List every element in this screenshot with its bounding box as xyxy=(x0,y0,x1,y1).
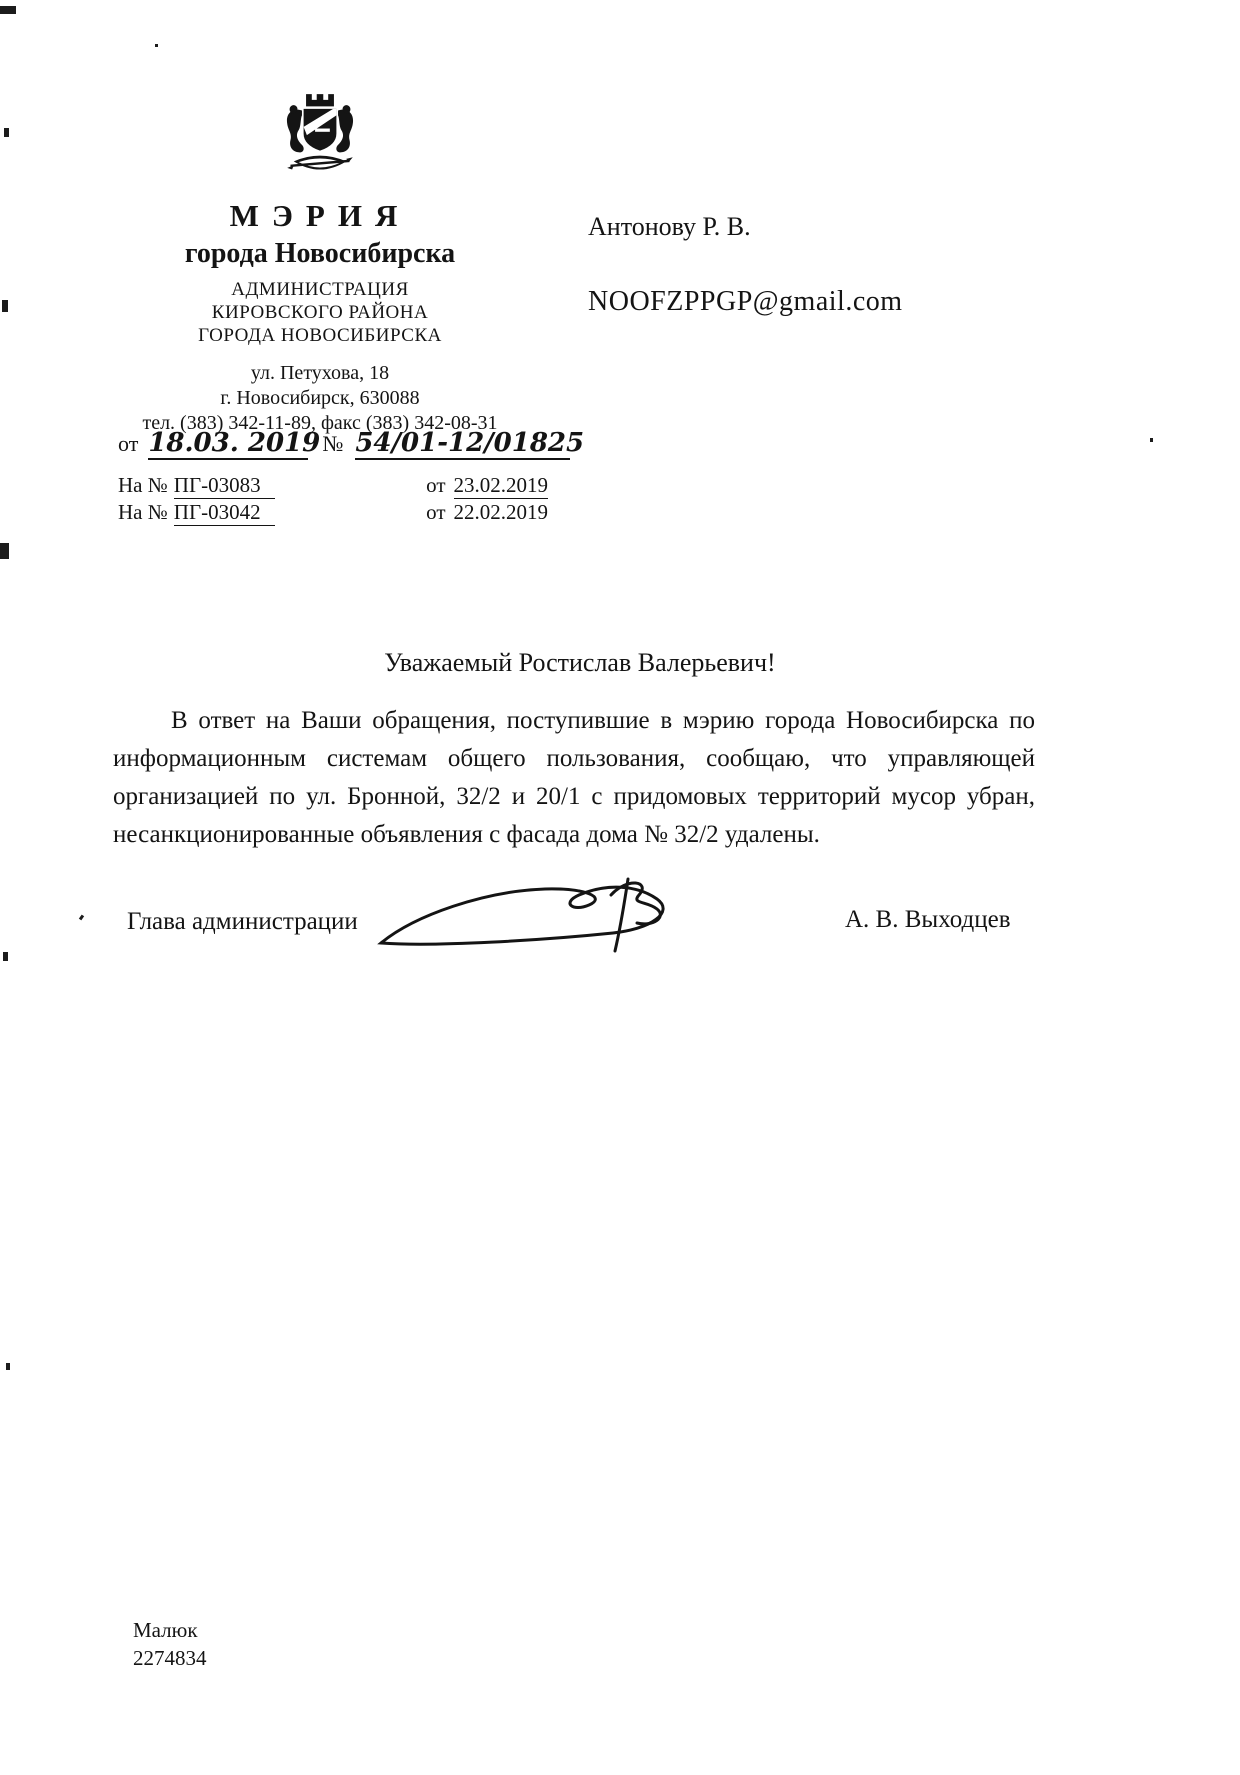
reference-row xyxy=(118,472,548,499)
street-address: ул. Петухова, 18 xyxy=(250,362,390,384)
reference-row xyxy=(118,499,548,526)
handwritten-number: 54/01-12/01825 xyxy=(355,428,585,458)
city-postal: г. Новосибирск, 630088 xyxy=(220,387,420,409)
dept-line-3: ГОРОДА НОВОСИБИРСКА xyxy=(198,325,442,346)
recipient-block xyxy=(588,212,1068,318)
letterhead xyxy=(85,92,555,435)
ref-date-label: от xyxy=(426,473,446,497)
outgoing-date-blank xyxy=(148,428,321,460)
scan-artifact xyxy=(155,44,158,47)
salutation: Уважаемый Ростислав Валерьевич! xyxy=(384,648,776,677)
ref-date: 23.02.2019 xyxy=(453,473,548,497)
org-name-top: МЭРИЯ xyxy=(229,198,411,233)
signer-name: А. В. Выходцев xyxy=(845,906,1011,933)
ref-number: ПГ-03042 xyxy=(174,499,275,526)
scan-artifact xyxy=(6,1363,10,1370)
executor-phone: 2274834 xyxy=(133,1646,207,1670)
executor-block xyxy=(133,1616,207,1672)
signature-scribble xyxy=(375,873,715,958)
dept-line-2: КИРОВСКОГО РАЙОНА xyxy=(211,302,429,323)
scan-artifact xyxy=(3,952,8,961)
outgoing-number-line xyxy=(118,428,608,460)
recipient-name: Антонову Р. В. xyxy=(588,212,751,241)
scan-artifact xyxy=(0,543,9,559)
handwritten-date: 18.03. 2019 xyxy=(148,428,321,458)
outgoing-number-blank xyxy=(355,428,585,460)
ref-number: ПГ-03083 xyxy=(174,472,275,499)
outgoing-number-label: № xyxy=(322,431,344,456)
org-name-city: города Новосибирска xyxy=(184,238,456,269)
ref-label: На № xyxy=(118,500,168,524)
scan-artifact xyxy=(1150,438,1153,442)
ref-date: 22.02.2019 xyxy=(453,500,548,524)
signer-position: Глава администрации xyxy=(127,908,358,935)
scan-artifact xyxy=(4,128,9,137)
coat-of-arms-icon xyxy=(279,92,361,188)
scan-artifact xyxy=(0,6,16,14)
ref-date-label: от xyxy=(426,500,446,524)
recipient-email: NOOFZPPGP@gmail.com xyxy=(588,286,903,317)
scan-artifact xyxy=(2,300,8,312)
outgoing-date-label: от xyxy=(118,431,139,456)
incoming-references xyxy=(118,472,548,526)
dept-line-1: АДМИНИСТРАЦИЯ xyxy=(231,279,409,300)
ref-label: На № xyxy=(118,473,168,497)
phone-fax-line: тел. (383) 342-11-89, факс (383) 342-08-31 xyxy=(142,412,498,434)
scan-artifact xyxy=(79,915,84,921)
executor-name: Малюк xyxy=(133,1618,198,1642)
letter-body: В ответ на Ваши обращения, поступившие в мэрию города Новосибирска по информационным системам общего пользования, сообщаю, что управляющей организацией по ул. Бронной, 32/2 и 20/1 с придомовых территорий мусор убран, несанкционированные объявления с фасада дома № 32/2 удалены. xyxy=(113,707,1035,848)
